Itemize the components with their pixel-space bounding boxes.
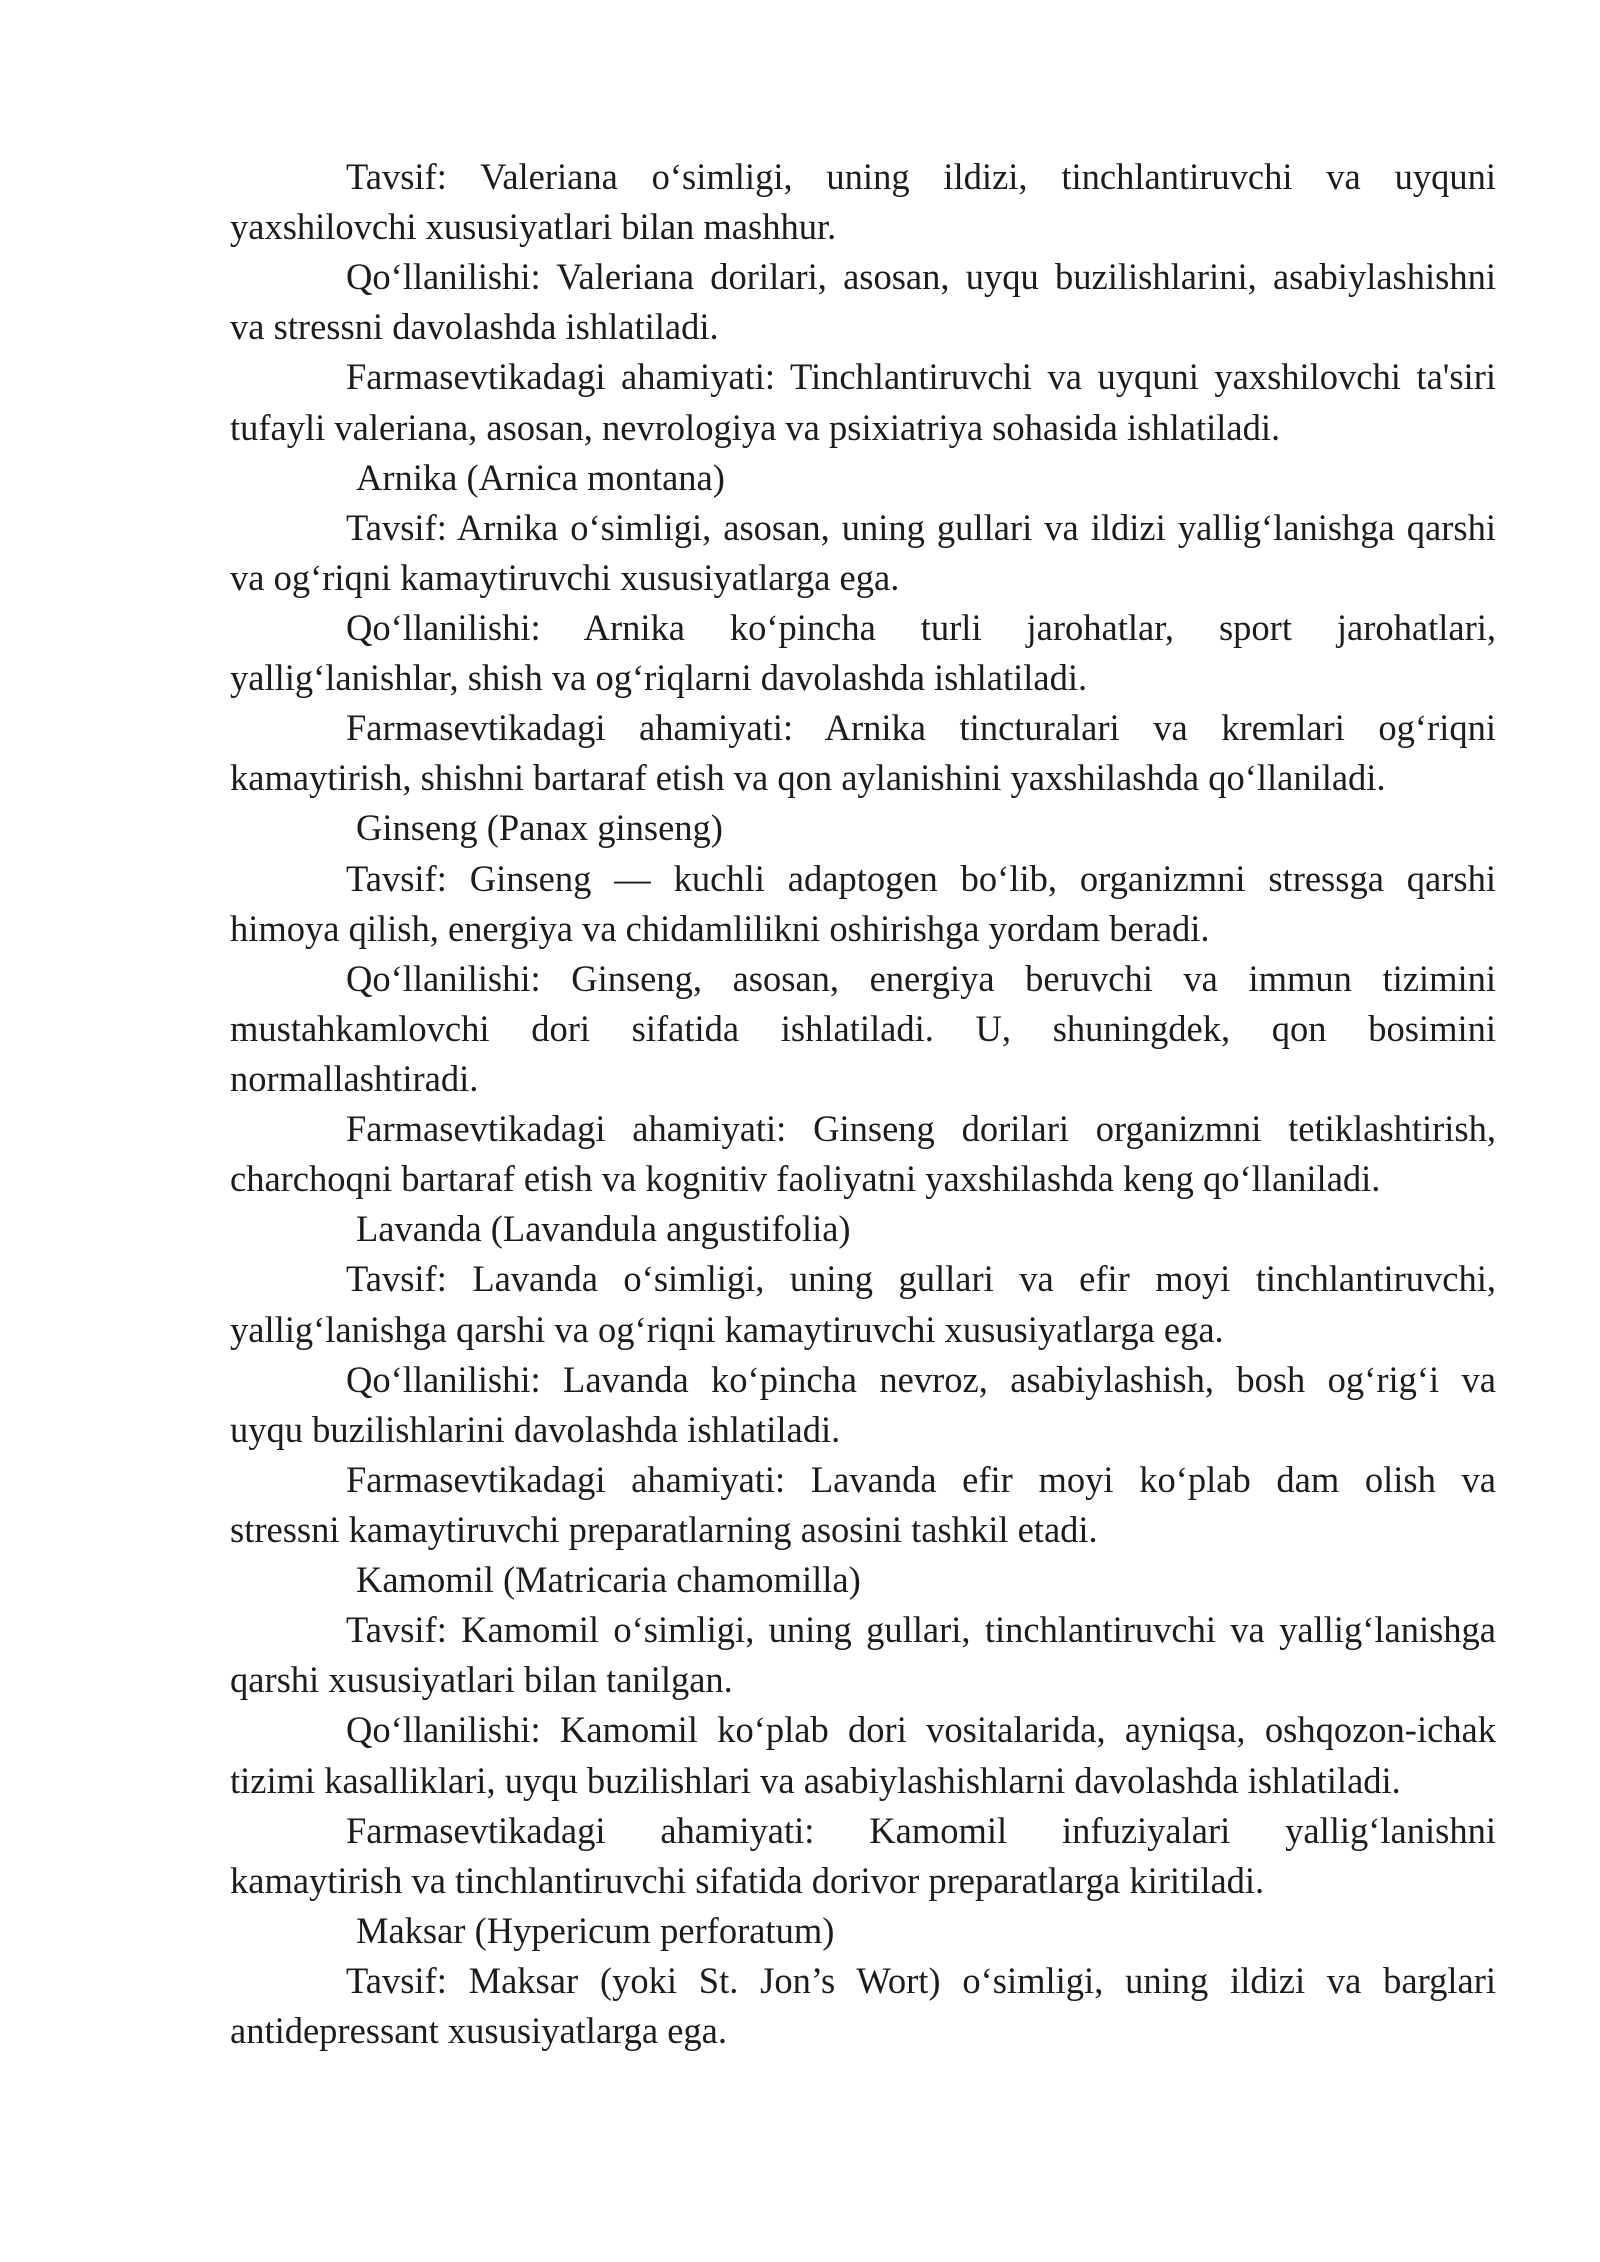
paragraph-line: Qo‘llanilishi: Valeriana dorilari, asosan, uyqu buzilishlarini, asabiylashishni — [346, 256, 1496, 298]
paragraph-line: charchoqni bartaraf etish va kognitiv faoliyatni yaxshilashda keng qo‘llaniladi. — [230, 1158, 1381, 1200]
paragraph — [230, 1956, 1496, 2056]
paragraph-line: va og‘riqni kamaytiruvchi xususiyatlarga ega. — [230, 556, 900, 598]
paragraph-line: kamaytirish, shishni bartaraf etish va qon aylanishini yaxshilashda qo‘llaniladi. — [230, 757, 1386, 799]
paragraph-line: Tavsif: Maksar (yoki St. Jon’s Wort) o‘simligi, uning ildizi va barglari — [346, 1959, 1496, 2001]
paragraph-line: Tavsif: Lavanda o‘simligi, uning gullari va efir moyi tinchlantiruvchi, — [346, 1258, 1496, 1300]
paragraph-line: uyqu buzilishlarini davolashda ishlatiladi. — [230, 1408, 841, 1450]
document-body — [230, 152, 1496, 2056]
section-heading: Arnika (Arnica montana) — [356, 456, 725, 498]
paragraph-line: yaxshilovchi xususiyatlari bilan mashhur. — [230, 206, 837, 248]
paragraph — [230, 954, 1496, 1104]
section — [230, 453, 1496, 804]
paragraph-line: himoya qilish, energiya va chidamlilikni oshirishga yordam beradi. — [230, 907, 1210, 949]
paragraph-line: Qo‘llanilishi: Ginseng, asosan, energiya beruvchi va immun tizimini — [346, 957, 1496, 999]
paragraph — [230, 1104, 1496, 1204]
paragraph-line: tizimi kasalliklari, uyqu buzilishlari va asabiylashishlarni davolashda ishlatiladi. — [230, 1759, 1401, 1801]
paragraph-line: antidepressant xususiyatlarga ega. — [230, 2010, 727, 2052]
paragraph — [230, 854, 1496, 954]
paragraph-line: Tavsif: Kamomil o‘simligi, uning gullari, tinchlantiruvchi va yallig‘lanishga — [346, 1609, 1496, 1651]
paragraph-line: Tavsif: Ginseng — kuchli adaptogen bo‘lib, organizmni stressga qarshi — [346, 857, 1496, 899]
paragraph — [230, 1455, 1496, 1555]
section — [230, 1204, 1496, 1555]
paragraph — [230, 703, 1496, 803]
paragraph-line: stressni kamaytiruvchi preparatlarning asosini tashkil etadi. — [230, 1508, 1098, 1550]
paragraph-line: va stressni davolashda ishlatiladi. — [230, 306, 719, 348]
paragraph-line: Farmasevtikadagi ahamiyati: Tinchlantiruvchi va uyquni yaxshilovchi ta'siri — [346, 356, 1496, 398]
section — [230, 803, 1496, 1204]
paragraph-line: Farmasevtikadagi ahamiyati: Kamomil infuziyalari yallig‘lanishni — [346, 1809, 1496, 1851]
paragraph-line: Qo‘llanilishi: Arnika ko‘pincha turli jarohatlar, sport jarohatlari, — [346, 606, 1496, 648]
paragraph-line: mustahkamlovchi dori sifatida ishlatiladi. U, shuningdek, qon bosimini — [230, 1007, 1496, 1049]
paragraph-line: Tavsif: Valeriana o‘simligi, uning ildizi, tinchlantiruvchi va uyquni — [346, 156, 1496, 197]
section-heading: Lavanda (Lavandula angustifolia) — [356, 1208, 851, 1250]
section-heading: Ginseng (Panax ginseng) — [356, 807, 723, 849]
paragraph — [230, 603, 1496, 703]
paragraph-line: Qo‘llanilishi: Kamomil ko‘plab dori vositalarida, ayniqsa, oshqozon-ichak — [346, 1709, 1496, 1751]
paragraph-line: yallig‘lanishga qarshi va og‘riqni kamaytiruvchi xususiyatlarga ega. — [230, 1308, 1224, 1350]
paragraph-line: Farmasevtikadagi ahamiyati: Arnika tincturalari va kremlari og‘riqni — [346, 707, 1496, 749]
section-heading: Kamomil (Matricaria chamomilla) — [356, 1559, 861, 1601]
paragraph — [230, 152, 1496, 252]
paragraph-line: yallig‘lanishlar, shish va og‘riqlarni davolashda ishlatiladi. — [230, 657, 1088, 699]
section — [230, 1906, 1496, 2056]
section — [230, 152, 1496, 453]
paragraph-line: Farmasevtikadagi ahamiyati: Ginseng dorilari organizmni tetiklashtirish, — [346, 1108, 1496, 1150]
paragraph-line: Qo‘llanilishi: Lavanda ko‘pincha nevroz, asabiylashish, bosh og‘rig‘i va — [346, 1358, 1496, 1400]
section — [230, 1555, 1496, 1906]
section-heading: Maksar (Hypericum perforatum) — [356, 1909, 835, 1951]
paragraph — [230, 1355, 1496, 1455]
paragraph — [230, 1605, 1496, 1705]
paragraph — [230, 1254, 1496, 1354]
paragraph — [230, 252, 1496, 352]
paragraph-line: Tavsif: Arnika o‘simligi, asosan, uning gullari va ildizi yallig‘lanishga qarshi — [346, 506, 1496, 548]
paragraph-line: kamaytirish va tinchlantiruvchi sifatida dorivor preparatlarga kiritiladi. — [230, 1859, 1265, 1901]
paragraph-line: qarshi xususiyatlari bilan tanilgan. — [230, 1659, 733, 1701]
paragraph-line: normallashtiradi. — [230, 1057, 479, 1099]
paragraph-line: tufayli valeriana, asosan, nevrologiya va psixiatriya sohasida ishlatiladi. — [230, 406, 1281, 448]
paragraph-line: Farmasevtikadagi ahamiyati: Lavanda efir moyi ko‘plab dam olish va — [346, 1458, 1496, 1500]
paragraph — [230, 1705, 1496, 1805]
paragraph — [230, 503, 1496, 603]
paragraph — [230, 1806, 1496, 1906]
paragraph — [230, 352, 1496, 452]
